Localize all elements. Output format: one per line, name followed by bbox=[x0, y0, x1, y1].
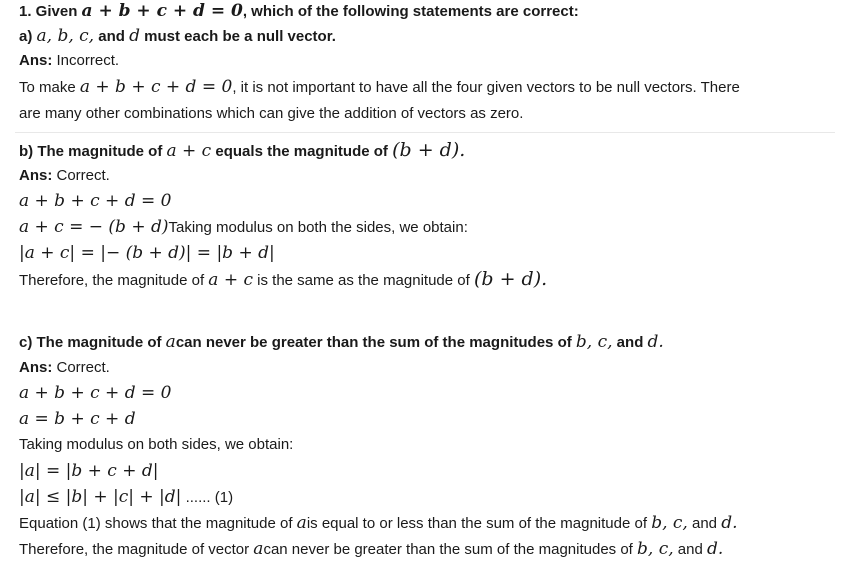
part-c-explanation-1: Equation (1) shows that the magnitude of ais equal to or less than the sum of the magnitude of b, c, and d. bbox=[19, 513, 738, 533]
part-c-equation-3: |a| = |b + c + d| bbox=[19, 461, 159, 481]
part-c-answer: Ans: Correct. bbox=[19, 359, 110, 376]
math-expression: a + b + c + d = 0 bbox=[81, 1, 243, 21]
part-b-conclusion: Therefore, the magnitude of a + c is the same as the magnitude of (b + d). bbox=[19, 268, 548, 290]
part-b-equation-1: a + b + c + d = 0 bbox=[19, 191, 172, 211]
part-a-explanation-1: To make a + b + c + d = 0, it is not important to have all the four given vectors to be null vectors. There bbox=[19, 77, 740, 97]
part-b-equation-2: a + c = − (b + d)Taking modulus on both the sides, we obtain: bbox=[19, 217, 468, 237]
part-b-equation-3: |a + c| = |− (b + d)| = |b + d| bbox=[19, 243, 275, 263]
part-a-answer: Ans: Incorrect. bbox=[19, 52, 120, 69]
part-a-heading: a) a, b, c, and d must each be a null vector. bbox=[19, 26, 336, 46]
part-a-explanation-2: are many other combinations which can give the addition of vectors as zero. bbox=[19, 105, 524, 122]
part-c-explanation-2: Therefore, the magnitude of vector acan never be greater than the sum of the magnitudes of b, c, and d. bbox=[19, 539, 724, 559]
part-c-equation-1: a + b + c + d = 0 bbox=[19, 383, 172, 403]
divider bbox=[15, 132, 835, 133]
part-b-answer: Ans: Correct. bbox=[19, 167, 110, 184]
part-c-heading: c) The magnitude of acan never be greater than the sum of the magnitudes of b, c, and d. bbox=[19, 332, 664, 352]
part-c-equation-4: |a| ≤ |b| + |c| + |d| ...... (1) bbox=[19, 487, 234, 507]
part-c-modulus-text: Taking modulus on both sides, we obtain: bbox=[19, 436, 294, 453]
part-b-heading: b) The magnitude of a + c equals the magnitude of (b + d). bbox=[19, 139, 466, 161]
part-c-equation-2: a = b + c + d bbox=[19, 409, 136, 429]
question-title: 1. Given a + b + c + d = 0, which of the following statements are correct: bbox=[19, 1, 579, 21]
